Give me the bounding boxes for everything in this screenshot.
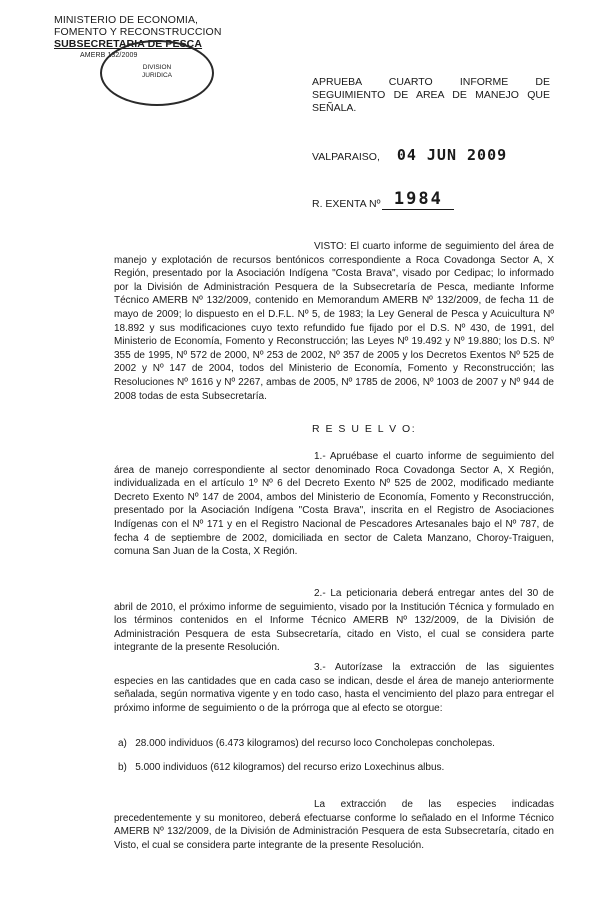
resolution-paragraph-1: 1.- Apruébase el cuarto informe de seguimiento del área de manejo correspondiente al sector denominado Roca Covadonga Sector A, X Región, individualizada en el artículo 1º Nº 6 del Decreto Exento Nº 525 de 2002, modificado mediante Decreto Exento Nº 147 de 2004, ambos del Ministerio de Economía, Fomento y Reconstrucción, presentado por la Asociación Indígena "Costa Brava", inscrita en el Registro de Asociaciones Indígenas con el Nº 171 y en el Registro Nacional de Pescadores Artesanales bajo el Nº 787, de fecha 4 de septiembre de 2002, domiciliada en sector de Caleta Manzano, Choroy-Traiguen, comuna San Juan de la Costa, X Región. xyxy=(114,451,554,558)
ministry-line-2: FOMENTO Y RECONSTRUCCION xyxy=(54,26,222,38)
division-juridica-stamp xyxy=(100,40,214,106)
title-line-3: SEÑALA. xyxy=(312,102,357,114)
species-item-a: a) 28.000 individuos (6.473 kilogramos) del recurso loco Concholepas concholepas. xyxy=(118,738,495,749)
resuelvo-heading: R E S U E L V O: xyxy=(312,423,417,435)
title-line-1: APRUEBA CUARTO INFORME DE xyxy=(312,76,550,88)
resolution-paragraph-4: La extracción de las especies indicadas precedentemente y su monitoreo, deberá efectuarse conforme lo señalado en el Informe Técnico AMERB Nº 132/2009, de la División de Administración Pesquera de esta Subsecretaría, citado en Visto, el cual se considera parte integrante de la presente Resolución. xyxy=(114,799,554,851)
resolution-title xyxy=(312,76,550,115)
reference-code: AMERB 132/2009 xyxy=(80,52,138,59)
resolution-paragraph-3: 3.- Autorízase la extracción de las siguientes especies en las cantidades que en cada caso se indican, desde el área de manejo anteriormente señalada, según normativa vigente y en todo caso, hasta el vencimiento del plazo para entregar el próximo informe de seguimiento o de la prórroga que al efecto se otorgue: xyxy=(114,662,554,714)
subsecretaria-line: SUBSECRETARIA DE PESCA xyxy=(54,38,203,50)
date-stamp: 04 JUN 2009 xyxy=(396,146,508,164)
visto-paragraph: VISTO: El cuarto informe de seguimiento del área de manejo y explotación de recursos bentónicos correspondiente a Roca Covadonga Sector A, X Región, presentado por la Asociación Indígena "Costa Brava", visado por Cedipac; lo informado por la División de Administración Pesquera de la Subsecretaría de Pesca, mediante Informe Técnico AMERB Nº 132/2009, contenido en Memorandum AMERB Nº 132/2009, de fecha 11 de mayo de 2009; lo dispuesto en el D.F.L. Nº 5, de 1983; la Ley General de Pesca y Acuicultura Nº 18.892 y sus modificaciones cuyo texto refundido fue fijado por el D.S. Nº 430, de 1991, del Ministerio de Economía, Fomento y Reconstrucción; las Leyes Nº 19.492 y Nº 19.880; los D.S. Nº 355 de 1995, Nº 572 de 2000, Nº 253 de 2002, Nº 357 de 2005 y los Decretos Exentos Nº 525 de 2002 y Nº 147 de 2004, todos del Ministerio de Economía, Fomento y Reconstrucción; las Resoluciones Nº 1616 y Nº 2267, ambas de 2005, Nº 1785 de 2006, Nº 1003 de 2007 y Nº 944 de 2008 todas de esta Subsecretaría. xyxy=(114,241,554,402)
ministry-line-1: MINISTERIO DE ECONOMIA, xyxy=(54,14,199,26)
stamp-text: DIVISION JURIDICA xyxy=(142,64,172,79)
resolution-paragraph-2: 2.- La peticionaria deberá entregar antes del 30 de abril de 2010, el próximo informe de seguimiento, visado por la Institución Técnica y formulado en los términos contenidos en el Informe Técnico AMERB Nº 132/2009, de la División de Administración Pesquera de esta Subsecretaría, citado en Visto, el cual se considera parte integrante de la presente Resolución. xyxy=(114,588,554,654)
exenta-number: 1984 xyxy=(382,189,454,210)
place-date xyxy=(312,146,507,164)
species-item-b: b) 5.000 individuos (612 kilogramos) del recurso erizo Loxechinus albus. xyxy=(118,762,445,773)
city: VALPARAISO, xyxy=(312,151,380,163)
title-line-2: SEGUIMIENTO DE AREA DE MANEJO QUE xyxy=(312,89,550,101)
exenta-line xyxy=(312,189,454,210)
exenta-label: R. EXENTA Nº xyxy=(312,198,381,210)
